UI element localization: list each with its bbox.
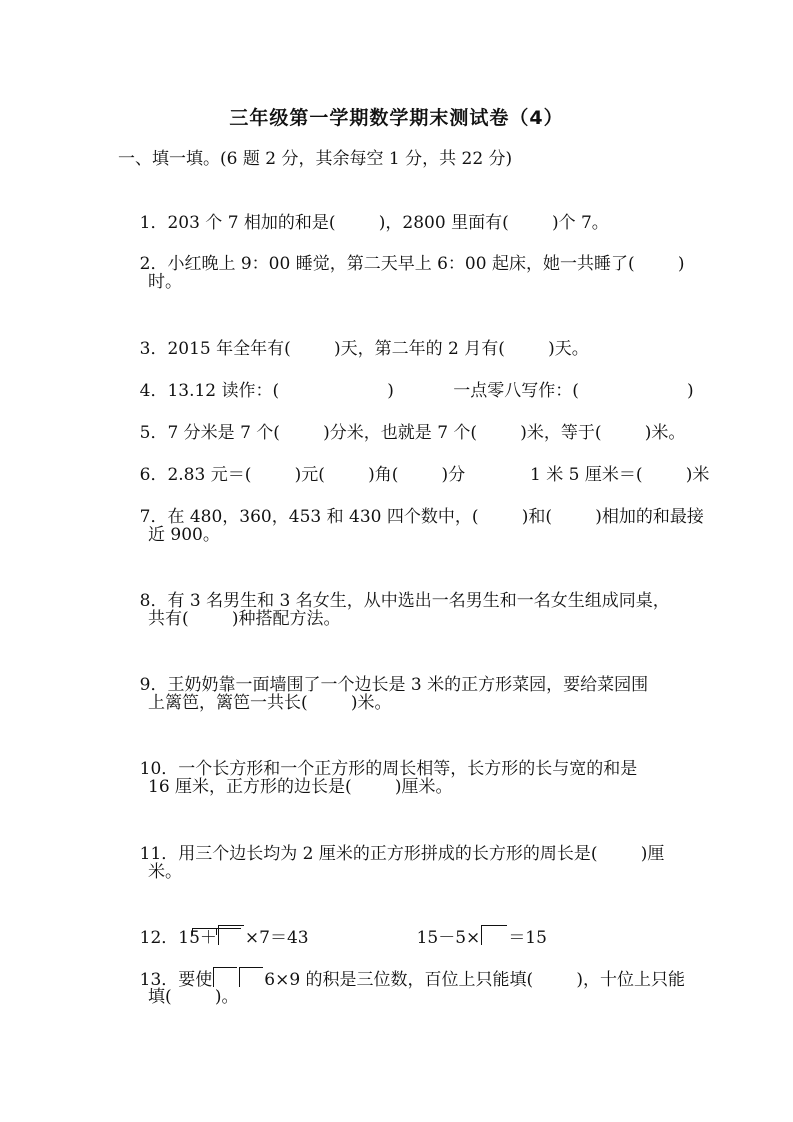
question-number: 6． [139,465,168,485]
question-2 [118,228,684,300]
question-text: 有 3 名男生和 3 名女生，从中选出一名男生和一名女生组成同桌， [167,591,670,611]
question-number: 10． [139,759,179,779]
question-number: 7． [139,507,168,527]
question-2-continued: 时。 [148,272,182,292]
question-11 [118,818,664,890]
equation-1-after: ×7＝43 [244,928,309,948]
question-11-continued: 米。 [148,862,182,882]
equation-2-after: ＝15 [508,928,547,948]
box-mark [192,928,217,935]
section-heading: 一、填一填。(6 题 2 分，其余每空 1 分，共 22 分) [118,149,513,169]
question-text: 王奶奶靠一面墙围了一个边长是 3 米的正方形菜园，要给菜园围 [167,675,649,695]
equation-2-before: 15－5× [416,928,481,948]
box-mark [216,928,241,935]
question-text: 7 分米是 7 个( )分米，也就是 7 个( )米，等于( )米。 [167,423,686,443]
question-text-before: 要使 [178,970,213,990]
question-text: 用三个边长均为 2 厘米的正方形拼成的长方形的周长是( )厘 [178,844,665,864]
question-number: 5． [139,423,168,443]
hundreds-digit-box[interactable] [213,967,237,987]
question-13-continued: 填( )。 [148,987,239,1007]
question-text: 一个长方形和一个正方形的周长相等，长方形的长与宽的和是 [178,759,638,779]
question-9-continued: 上篱笆，篱笆一共长( )米。 [148,693,392,713]
question-number: 3． [139,339,168,359]
question-number: 11． [139,844,179,864]
question-text-after: 6×9 的积是三位数，百位上只能填( )，十位上只能 [264,970,686,990]
question-number: 13． [139,970,179,990]
question-8-continued: 共有( )种搭配方法。 [148,609,341,629]
question-text: 2.83 元＝( )元( )角( )分 1 米 5 厘米＝( )米 [167,465,710,485]
question-10-continued: 16 厘米，正方形的边长是( )厘米。 [148,777,453,797]
question-number: 8． [139,591,168,611]
question-text: 2015 年全年有( )天，第二年的 2 月有( )天。 [167,339,589,359]
question-text: 在 480，360，453 和 430 四个数中，( )和( )相加的和最接 [167,507,704,527]
fill-box[interactable] [481,925,507,945]
question-text: 小红晚上 9：00 睡觉，第二天早上 6：00 起床，她一共睡了( ) [167,254,685,274]
exam-title: 三年级第一学期数学期末测试卷（4） [229,107,564,129]
question-text: 13.12 读作：( ) 一点零八写作：( ) [167,381,694,401]
question-number: 4． [139,381,168,401]
question-number: 12． [139,928,179,948]
equation-1-before: 15＋ [178,928,217,948]
question-number: 1． [139,213,168,233]
tens-digit-box[interactable] [239,967,263,987]
question-7-continued: 近 900。 [148,525,220,545]
question-text: 203 个 7 相加的和是( )，2800 里面有( )个 7。 [167,213,609,233]
question-number: 9． [139,675,168,695]
question-number: 2． [139,254,168,274]
